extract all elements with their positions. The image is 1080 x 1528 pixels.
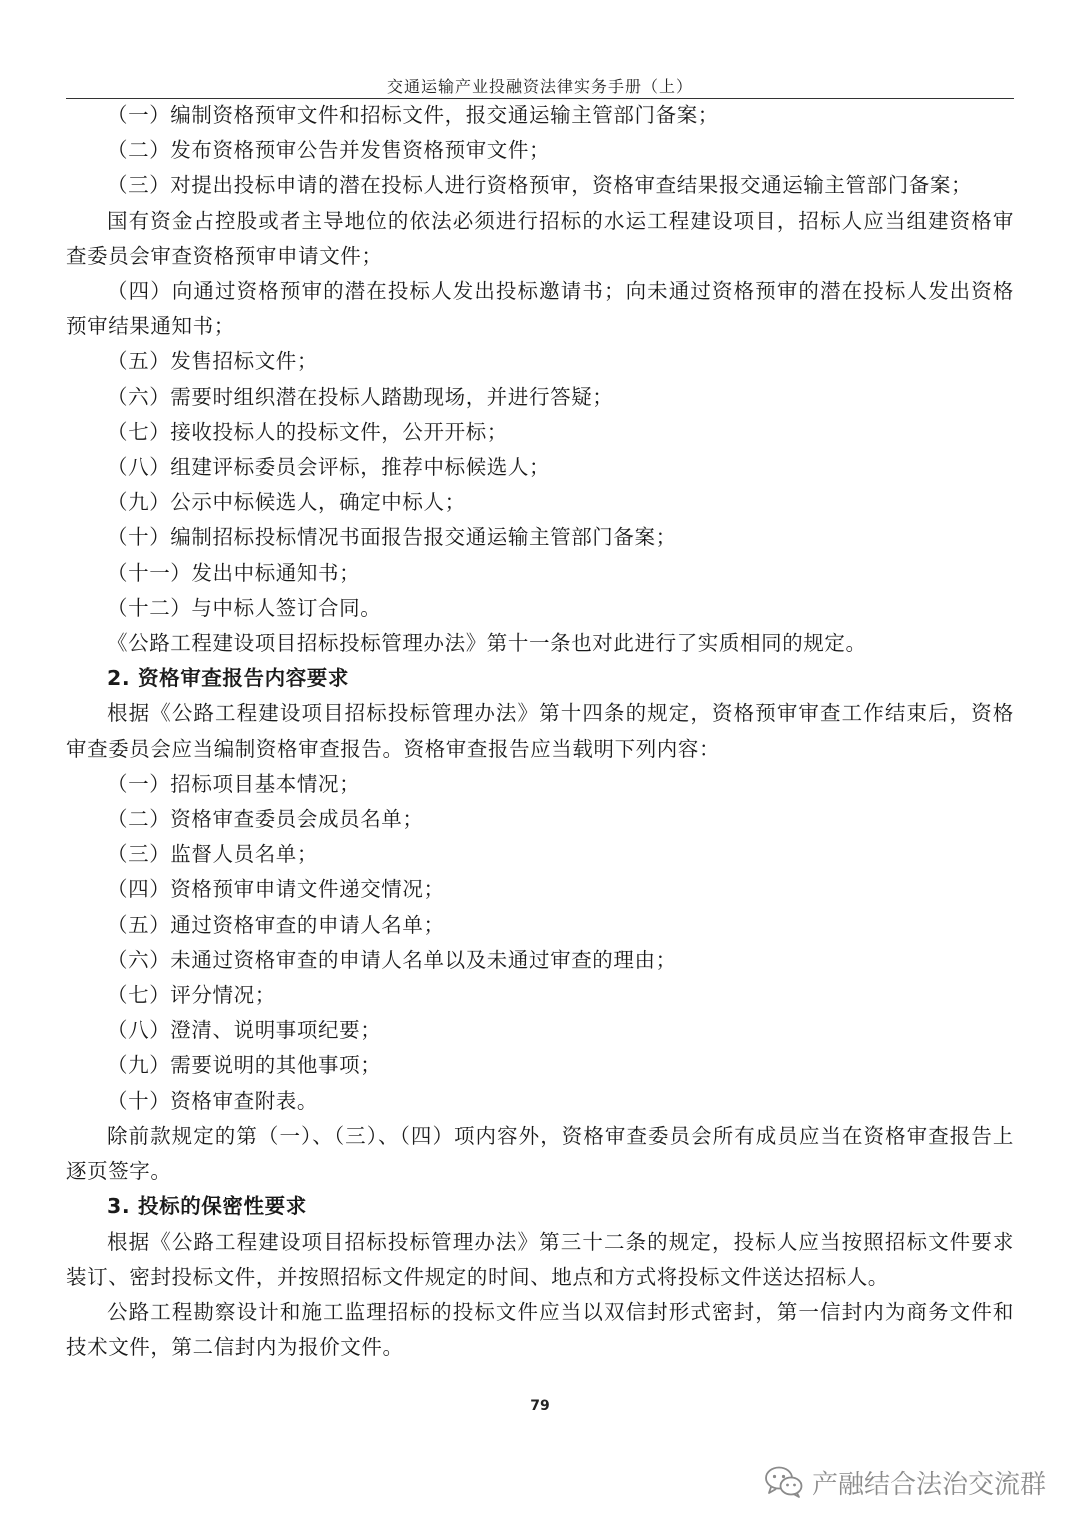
section-heading: 3. 投标的保密性要求 bbox=[107, 1194, 307, 1219]
paragraph: 根据《公路工程建设项目招标投标管理办法》第三十二条的规定，投标人应当按照招标文件要求装订、密封投标文件，并按照招标文件规定的时间、地点和方式将投标文件送达招标人。 bbox=[66, 1229, 1014, 1289]
paragraph: （七）接收投标人的投标文件，公开开标； bbox=[107, 419, 508, 444]
wechat-icon bbox=[764, 1465, 804, 1499]
paragraph: （十）编制招标投标情况书面报告报交通运输主管部门备案； bbox=[107, 525, 677, 550]
paragraph: （四）向通过资格预审的潜在投标人发出投标邀请书；向未通过资格预审的潜在投标人发出资格预审结果通知书； bbox=[66, 279, 1014, 339]
paragraph: （八）组建评标委员会评标，推荐中标候选人； bbox=[107, 455, 551, 480]
watermark bbox=[764, 1462, 1046, 1502]
paragraph: 国有资金占控股或者主导地位的依法必须进行招标的水运工程建设项目，招标人应当组建资格审查委员会审查资格预审申请文件； bbox=[66, 208, 1014, 268]
paragraph: （四）资格预审申请文件递交情况； bbox=[107, 877, 445, 902]
paragraph: （一）招标项目基本情况； bbox=[107, 771, 361, 796]
paragraph: （二）资格审查委员会成员名单； bbox=[107, 807, 424, 832]
paragraph: 公路工程勘察设计和施工监理招标的投标文件应当以双信封形式密封，第一信封内为商务文件和技术文件，第二信封内为报价文件。 bbox=[66, 1299, 1014, 1360]
paragraph: （六）需要时组织潜在投标人踏勘现场，并进行答疑； bbox=[107, 384, 614, 409]
paragraph: （八）澄清、说明事项纪要； bbox=[107, 1018, 382, 1043]
paragraph: （三）对提出投标申请的潜在投标人进行资格预审，资格审查结果报交通运输主管部门备案； bbox=[107, 173, 973, 198]
paragraph: （一）编制资格预审文件和招标文件，报交通运输主管部门备案； bbox=[107, 103, 719, 127]
paragraph: （三）监督人员名单； bbox=[107, 842, 318, 867]
paragraph: （六）未通过资格审查的申请人名单以及未通过审查的理由； bbox=[107, 947, 677, 972]
watermark-text: 产融结合法治交流群 bbox=[811, 1469, 1046, 1500]
paragraph: （七）评分情况； bbox=[107, 983, 276, 1008]
page-header-title: 交通运输产业投融资法律实务手册（上） bbox=[386, 77, 693, 96]
body-text bbox=[66, 98, 1014, 1365]
paragraph: 《公路工程建设项目招标投标管理办法》第十一条也对此进行了实质相同的规定。 bbox=[107, 631, 867, 656]
paragraph: （十一）发出中标通知书； bbox=[107, 560, 361, 585]
paragraph: （五）发售招标文件； bbox=[107, 349, 318, 374]
paragraph: （十二）与中标人签订合同。 bbox=[107, 595, 382, 620]
page-number: 79 bbox=[530, 1398, 550, 1414]
paragraph: （九）公示中标候选人，确定中标人； bbox=[107, 490, 466, 515]
paragraph: 除前款规定的第（一）、（三）、（四）项内容外，资格审查委员会所有成员应当在资格审查报告上逐页签字。 bbox=[66, 1123, 1014, 1184]
section-heading: 2. 资格审查报告内容要求 bbox=[107, 666, 349, 691]
paragraph: （五）通过资格审查的申请人名单； bbox=[107, 912, 445, 937]
paragraph: （九）需要说明的其他事项； bbox=[107, 1053, 382, 1078]
paragraph: 根据《公路工程建设项目招标投标管理办法》第十四条的规定，资格预审审查工作结束后，资格审查委员会应当编制资格审查报告。资格审查报告应当载明下列内容： bbox=[66, 701, 1014, 761]
paragraph: （十）资格审查附表。 bbox=[107, 1088, 318, 1113]
paragraph: （二）发布资格预审公告并发售资格预审文件； bbox=[107, 138, 551, 163]
